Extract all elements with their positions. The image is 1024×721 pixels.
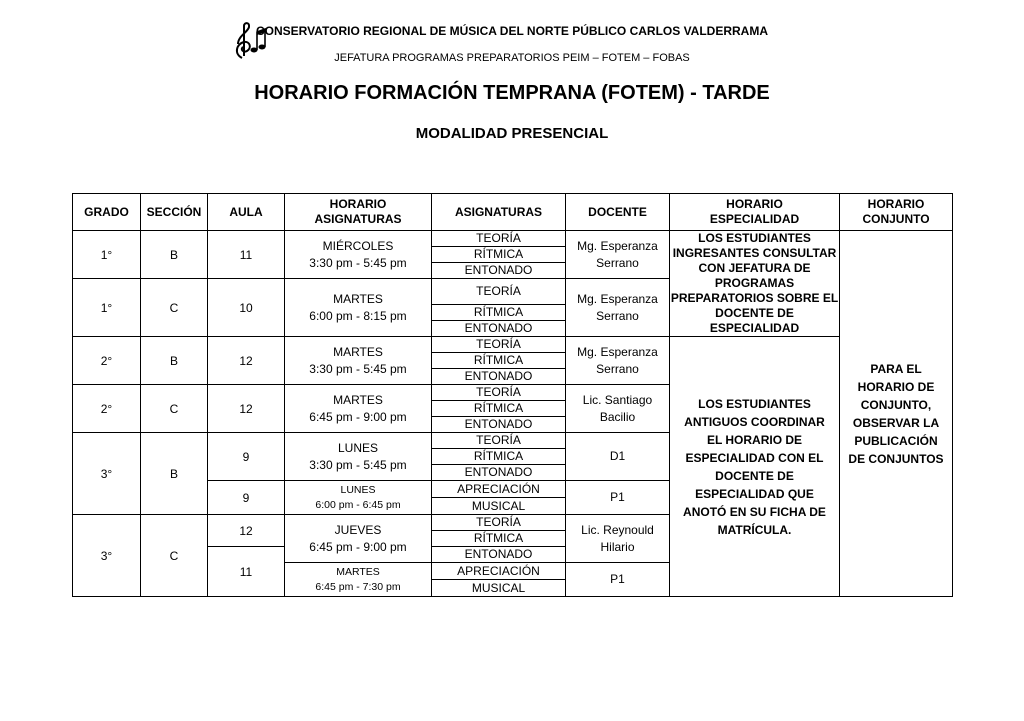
header-horario-especialidad: HORARIO ESPECIALIDAD — [670, 194, 840, 231]
cell-docente: P1 — [566, 481, 670, 515]
cell-subject: TEORÍA — [432, 231, 566, 247]
cell-subject: RÍTMICA — [432, 247, 566, 263]
table-row — [73, 337, 953, 353]
cell-subject: ENTONADO — [432, 465, 566, 481]
cell-subject: TEORÍA — [432, 433, 566, 449]
conjunto-note: PARA EL HORARIO DE CONJUNTO, OBSERVAR LA PUBLICACIÓN DE CONJUNTOS — [840, 231, 953, 597]
cell-grado: 2° — [73, 385, 141, 433]
cell-docente: Lic. Santiago Bacilio — [566, 385, 670, 433]
cell-aula: 12 — [208, 385, 285, 433]
cell-grado: 2° — [73, 337, 141, 385]
cell-aula: 11 — [208, 231, 285, 279]
cell-grado: 3° — [73, 433, 141, 515]
header-horario-conjunto: HORARIO CONJUNTO — [840, 194, 953, 231]
cell-seccion: B — [141, 433, 208, 515]
cell-grado: 1° — [73, 279, 141, 337]
cell-subject: ENTONADO — [432, 417, 566, 433]
cell-aula: 12 — [208, 515, 285, 547]
cell-horario: LUNES 3:30 pm - 5:45 pm — [285, 433, 432, 481]
cell-seccion: C — [141, 385, 208, 433]
cell-grado: 3° — [73, 515, 141, 597]
cell-subject: ENTONADO — [432, 369, 566, 385]
cell-grado: 1° — [73, 231, 141, 279]
cell-aula: 12 — [208, 337, 285, 385]
cell-subject: TEORÍA — [432, 279, 566, 305]
cell-horario: JUEVES 6:45 pm - 9:00 pm — [285, 515, 432, 563]
cell-subject: ENTONADO — [432, 263, 566, 279]
cell-docente: Lic. Reynould Hilario — [566, 515, 670, 563]
cell-aula: 11 — [208, 547, 285, 597]
cell-aula: 9 — [208, 481, 285, 515]
cell-docente: D1 — [566, 433, 670, 481]
table-header-row — [73, 194, 953, 231]
cell-subject: RÍTMICA — [432, 531, 566, 547]
cell-subject: APRECIACIÓN — [432, 481, 566, 498]
cell-aula: 10 — [208, 279, 285, 337]
header-aula: AULA — [208, 194, 285, 231]
cell-subject: TEORÍA — [432, 385, 566, 401]
cell-horario: MARTES 6:00 pm - 8:15 pm — [285, 279, 432, 337]
cell-subject: ENTONADO — [432, 547, 566, 563]
cell-subject: TEORÍA — [432, 337, 566, 353]
cell-subject: RÍTMICA — [432, 449, 566, 465]
cell-subject: RÍTMICA — [432, 401, 566, 417]
cell-docente: P1 — [566, 563, 670, 597]
modality-subtitle: MODALIDAD PRESENCIAL — [415, 125, 609, 142]
cell-seccion: C — [141, 515, 208, 597]
schedule-table — [72, 193, 953, 597]
header-asignaturas: ASIGNATURAS — [432, 194, 566, 231]
cell-subject: ENTONADO — [432, 321, 566, 337]
page-title: HORARIO FORMACIÓN TEMPRANA (FOTEM) - TARDE — [254, 82, 770, 104]
cell-subject: TEORÍA — [432, 515, 566, 531]
cell-subject: APRECIACIÓN — [432, 563, 566, 580]
cell-horario: LUNES 6:00 pm - 6:45 pm — [285, 481, 432, 515]
cell-horario: MARTES 3:30 pm - 5:45 pm — [285, 337, 432, 385]
cell-docente: Mg. Esperanza Serrano — [566, 337, 670, 385]
cell-subject: RÍTMICA — [432, 353, 566, 369]
header-grado: GRADO — [73, 194, 141, 231]
table-row — [73, 231, 953, 247]
cell-subject: RÍTMICA — [432, 305, 566, 321]
header-seccion: SECCIÓN — [141, 194, 208, 231]
cell-seccion: B — [141, 231, 208, 279]
cell-horario: MARTES 6:45 pm - 7:30 pm — [285, 563, 432, 597]
cell-horario: MIÉRCOLES 3:30 pm - 5:45 pm — [285, 231, 432, 279]
cell-horario: MARTES 6:45 pm - 9:00 pm — [285, 385, 432, 433]
cell-docente: Mg. Esperanza Serrano — [566, 231, 670, 279]
department-name: JEFATURA PROGRAMAS PREPARATORIOS PEIM – FOTEM – FOBAS — [334, 52, 690, 64]
especialidad-antiguos-note: LOS ESTUDIANTES ANTIGUOS COORDINAR EL HORARIO DE ESPECIALIDAD CON EL DOCENTE DE ESPECIALIDAD QUE ANOTÓ EN SU FICHA DE MATRÍCULA. — [670, 337, 840, 597]
institution-name: CONSERVATORIO REGIONAL DE MÚSICA DEL NORTE PÚBLICO CARLOS VALDERRAMA — [255, 24, 769, 38]
especialidad-ingresantes-note: LOS ESTUDIANTES INGRESANTES CONSULTAR CON JEFATURA DE PROGRAMAS PREPARATORIOS SOBRE EL DOCENTE DE ESPECIALIDAD — [670, 231, 839, 335]
header-docente: DOCENTE — [566, 194, 670, 231]
cell-subject: MUSICAL — [432, 498, 566, 515]
cell-subject: MUSICAL — [432, 580, 566, 597]
header-horario-asignaturas: HORARIO ASIGNATURAS — [285, 194, 432, 231]
cell-seccion: C — [141, 279, 208, 337]
cell-docente: Mg. Esperanza Serrano — [566, 279, 670, 337]
cell-seccion: B — [141, 337, 208, 385]
cell-aula: 9 — [208, 433, 285, 481]
